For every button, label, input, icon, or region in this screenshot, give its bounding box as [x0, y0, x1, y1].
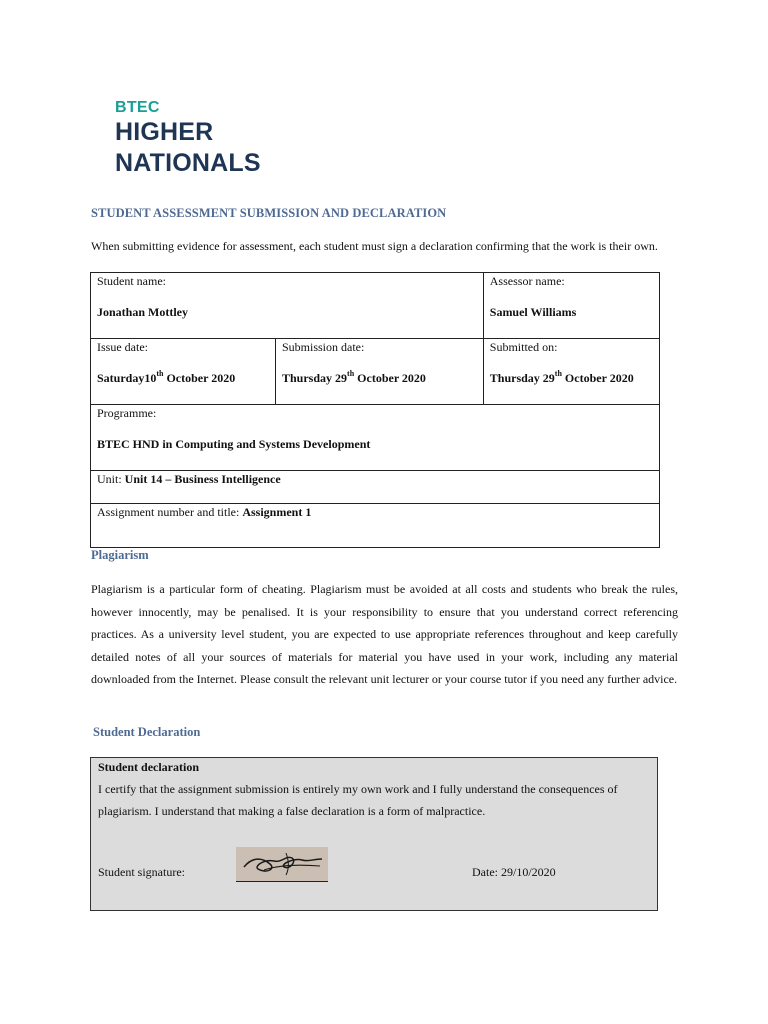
signature-image	[236, 847, 328, 882]
logo-higher-text: HIGHER	[115, 118, 214, 146]
submitted-on-label: Submitted on:	[489, 340, 558, 354]
issue-date-value: Saturday10th October 2020	[97, 369, 236, 385]
assignment-label: Assignment number and title:	[97, 505, 240, 519]
declaration-box	[90, 757, 658, 911]
assessor-name-value: Samuel Williams	[489, 305, 577, 319]
dates-row	[91, 339, 660, 405]
unit-cell	[91, 471, 660, 504]
submission-date-label: Submission date:	[282, 340, 365, 354]
submission-date-cell	[276, 339, 484, 405]
issue-date-cell	[91, 339, 276, 405]
names-row	[91, 273, 660, 339]
intro-text: When submitting evidence for assessment, each student must sign a declaration confirming that the work is their own.	[91, 239, 658, 253]
logo-btec-text: BTEC	[115, 99, 160, 116]
programme-row	[91, 405, 660, 471]
assessor-name-label: Assessor name:	[489, 274, 565, 288]
assessor-name-cell	[483, 273, 659, 339]
plagiarism-paragraph: Plagiarism is a particular form of cheating. Plagiarism must be avoided at all costs and students who break the rules, however innocently, may be penalised. It is your responsibility to ensure that you understand correct referencing practices. As a university level student, you are expected to use appropriate references throughout and keep carefully detailed notes of all your sources of materials for material you have used in your work, including any material downloaded from the Internet. Please consult the relevant unit lecturer or your course tutor if you need any further advice.	[91, 582, 678, 686]
assignment-cell	[91, 504, 660, 548]
declaration-box-title: Student declaration	[98, 760, 200, 774]
declaration-text: I certify that the assignment submission is entirely my own work and I fully understand the consequences of plagiarism. I understand that making a false declaration is a form of malpractice.	[98, 782, 618, 818]
programme-cell	[91, 405, 660, 471]
unit-row	[91, 471, 660, 504]
student-name-label: Student name:	[97, 274, 166, 288]
programme-value: BTEC HND in Computing and Systems Development	[97, 437, 371, 451]
issue-date-label: Issue date:	[97, 340, 148, 354]
page-title: STUDENT ASSESSMENT SUBMISSION AND DECLARATION	[91, 206, 447, 220]
assignment-row	[91, 504, 660, 548]
signature-label: Student signature:	[98, 865, 185, 879]
programme-label: Programme:	[97, 406, 157, 420]
submitted-on-value: Thursday 29th October 2020	[489, 369, 634, 385]
declaration-date: Date: 29/10/2020	[472, 865, 556, 879]
student-name-cell	[91, 273, 484, 339]
plagiarism-heading: Plagiarism	[91, 548, 149, 562]
student-name-value: Jonathan Mottley	[97, 305, 188, 319]
unit-label: Unit:	[97, 472, 122, 486]
student-declaration-heading: Student Declaration	[93, 725, 201, 739]
submission-date-value: Thursday 29th October 2020	[282, 369, 426, 385]
signature-scribble-icon	[236, 847, 328, 881]
unit-value: Unit 14 – Business Intelligence	[124, 472, 281, 486]
submitted-on-cell	[483, 339, 659, 405]
submission-details-table	[90, 272, 660, 548]
assignment-value: Assignment 1	[242, 505, 312, 519]
btec-logo	[115, 99, 261, 179]
logo-nationals-text: NATIONALS	[115, 149, 261, 177]
